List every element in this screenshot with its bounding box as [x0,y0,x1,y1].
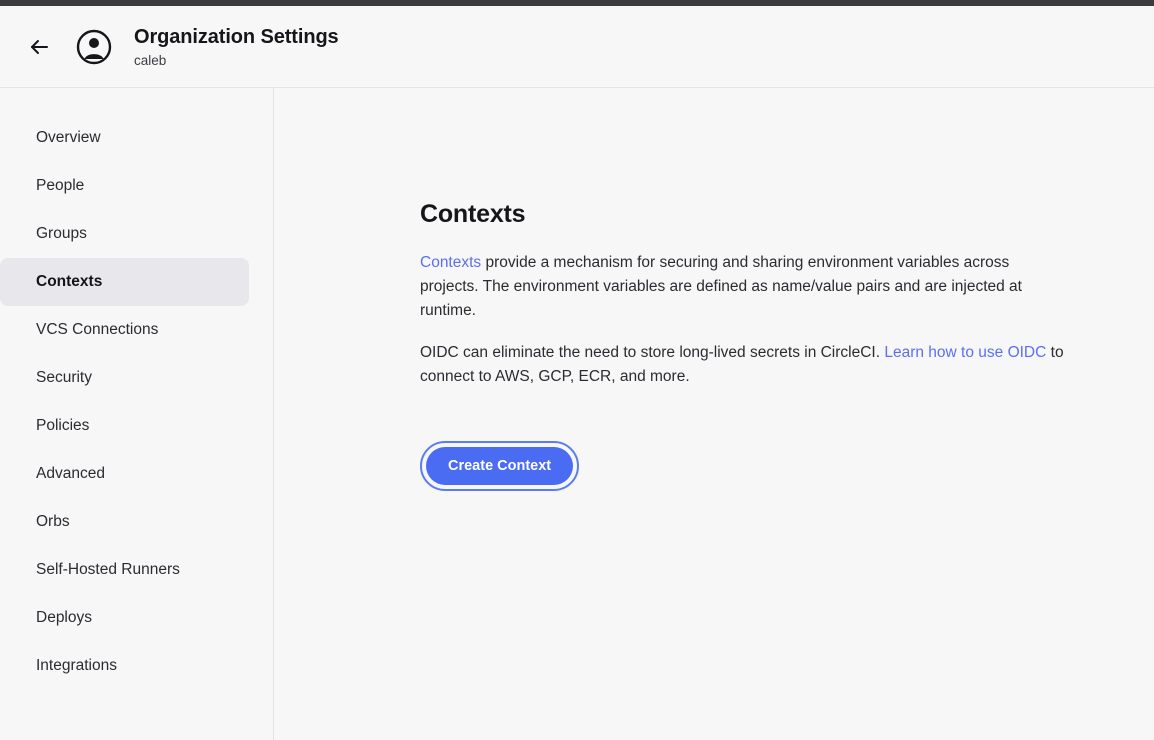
sidebar-item-advanced[interactable] [0,450,249,498]
org-name-label: caleb [134,52,167,68]
contexts-heading: Contexts [420,200,526,228]
sidebar-item-people[interactable] [0,162,249,210]
sidebar-item-label: Overview [36,129,101,146]
user-avatar-icon [76,29,112,65]
oidc-lead-text: OIDC can eliminate the need to store long-lived secrets in CircleCI. [420,344,885,361]
create-context-focus-ring [420,441,579,491]
sidebar-item-label: Integrations [36,657,117,674]
sidebar-item-label: Security [36,369,92,386]
sidebar-item-groups[interactable] [0,210,249,258]
contexts-description-text: provide a mechanism for securing and sharing environment variables across projects. The environment variables are defined as name/value pairs and are injected at runtime. [420,254,1022,319]
sidebar-item-label: Groups [36,225,87,242]
sidebar-item-orbs[interactable] [0,498,249,546]
contexts-doc-link[interactable]: Contexts [420,254,482,271]
page-body [0,88,1154,740]
sidebar-item-policies[interactable] [0,402,249,450]
oidc-description-paragraph [420,341,1065,389]
sidebar-item-self-hosted-runners[interactable] [0,546,249,594]
sidebar-item-label: Self-Hosted Runners [36,561,180,578]
sidebar-item-integrations[interactable] [0,642,249,690]
settings-sidebar [0,88,274,740]
sidebar-item-label: People [36,177,85,194]
contexts-description-paragraph [420,251,1065,323]
page-title: Organization Settings [134,25,339,48]
sidebar-item-deploys[interactable] [0,594,249,642]
page-header [0,6,1154,88]
sidebar-item-overview[interactable] [0,114,249,162]
oidc-doc-link[interactable]: Learn how to use OIDC [884,344,1047,361]
sidebar-item-label: VCS Connections [36,321,159,338]
contexts-panel [274,88,1154,740]
sidebar-item-contexts[interactable] [0,258,249,306]
sidebar-item-security[interactable] [0,354,249,402]
sidebar-item-vcs-connections[interactable] [0,306,249,354]
arrow-left-icon[interactable] [24,32,54,62]
oidc-tail-text: to connect to AWS, GCP, ECR, and more. [420,344,1064,385]
sidebar-item-label: Orbs [36,513,70,530]
create-context-button[interactable]: Create Context [426,447,573,485]
sidebar-item-label: Contexts [36,273,103,290]
header-text-block [134,24,339,70]
sidebar-item-label: Advanced [36,465,105,482]
sidebar-item-label: Policies [36,417,90,434]
sidebar-item-label: Deploys [36,609,92,626]
